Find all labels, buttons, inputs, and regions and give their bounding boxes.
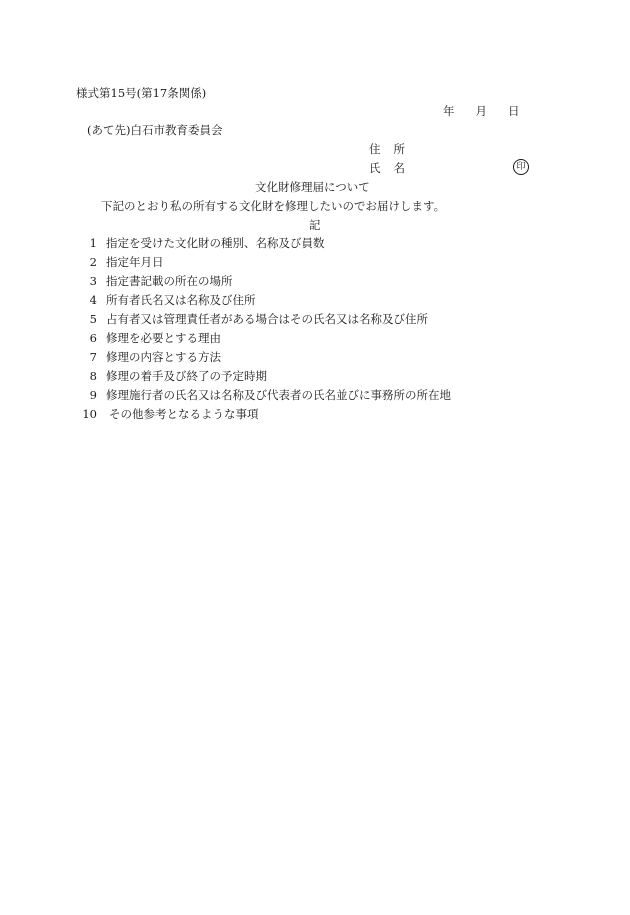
intro-text: 下記のとおり私の所有する文化財を修理したいのでお届けします。 bbox=[101, 199, 446, 213]
address-label-char-2: 所 bbox=[393, 142, 405, 156]
item-number: 3 bbox=[89, 274, 97, 288]
list-item bbox=[70, 350, 451, 369]
item-number: 7 bbox=[89, 350, 97, 364]
item-number: 1 bbox=[89, 236, 97, 250]
list-item bbox=[70, 293, 451, 312]
item-text: 指定を受けた文化財の種別、名称及び員数 bbox=[106, 236, 325, 250]
list-item bbox=[70, 369, 451, 388]
list-item bbox=[70, 255, 451, 274]
list-item bbox=[70, 312, 451, 331]
name-label-char-2: 名 bbox=[393, 161, 405, 175]
item-text: 指定年月日 bbox=[106, 255, 164, 269]
item-number: 10 bbox=[82, 407, 97, 421]
item-number: 6 bbox=[89, 331, 97, 345]
item-number: 9 bbox=[89, 388, 97, 402]
item-text: 指定書記載の所在の場所 bbox=[106, 274, 233, 288]
list-item bbox=[70, 407, 451, 426]
date-line bbox=[443, 104, 520, 118]
addressee: (あて先)白石市教育委員会 bbox=[87, 123, 223, 137]
item-text: 修理の着手及び終了の予定時期 bbox=[106, 369, 267, 383]
item-text: 修理を必要とする理由 bbox=[106, 331, 221, 345]
item-text: その他参考となるような事項 bbox=[109, 407, 259, 421]
address-label bbox=[369, 142, 405, 156]
name-label bbox=[369, 161, 405, 175]
document-title: 文化財修理届について bbox=[255, 180, 370, 194]
name-label-char-1: 氏 bbox=[369, 161, 381, 175]
item-number: 8 bbox=[89, 369, 97, 383]
item-number: 5 bbox=[89, 312, 97, 326]
item-text: 所有者氏名又は名称及び住所 bbox=[106, 293, 256, 307]
address-label-char-1: 住 bbox=[369, 142, 381, 156]
list-item bbox=[70, 331, 451, 350]
item-number: 2 bbox=[89, 255, 97, 269]
date-month-label: 月 bbox=[475, 104, 487, 118]
list-item bbox=[70, 274, 451, 293]
item-text: 修理の内容とする方法 bbox=[106, 350, 221, 364]
item-list bbox=[70, 236, 451, 426]
list-item bbox=[70, 236, 451, 255]
item-text: 修理施行者の氏名又は名称及び代表者の氏名並びに事務所の所在地 bbox=[106, 388, 451, 402]
date-day-label: 日 bbox=[508, 104, 520, 118]
list-item bbox=[70, 388, 451, 407]
ki-heading: 記 bbox=[309, 218, 321, 232]
form-number: 様式第15号(第17条関係) bbox=[76, 86, 207, 100]
item-text: 占有者又は管理責任者がある場合はその氏名又は名称及び住所 bbox=[106, 312, 428, 326]
item-number: 4 bbox=[89, 293, 97, 307]
date-year-label: 年 bbox=[443, 104, 455, 118]
seal-mark: 印 bbox=[513, 159, 529, 175]
